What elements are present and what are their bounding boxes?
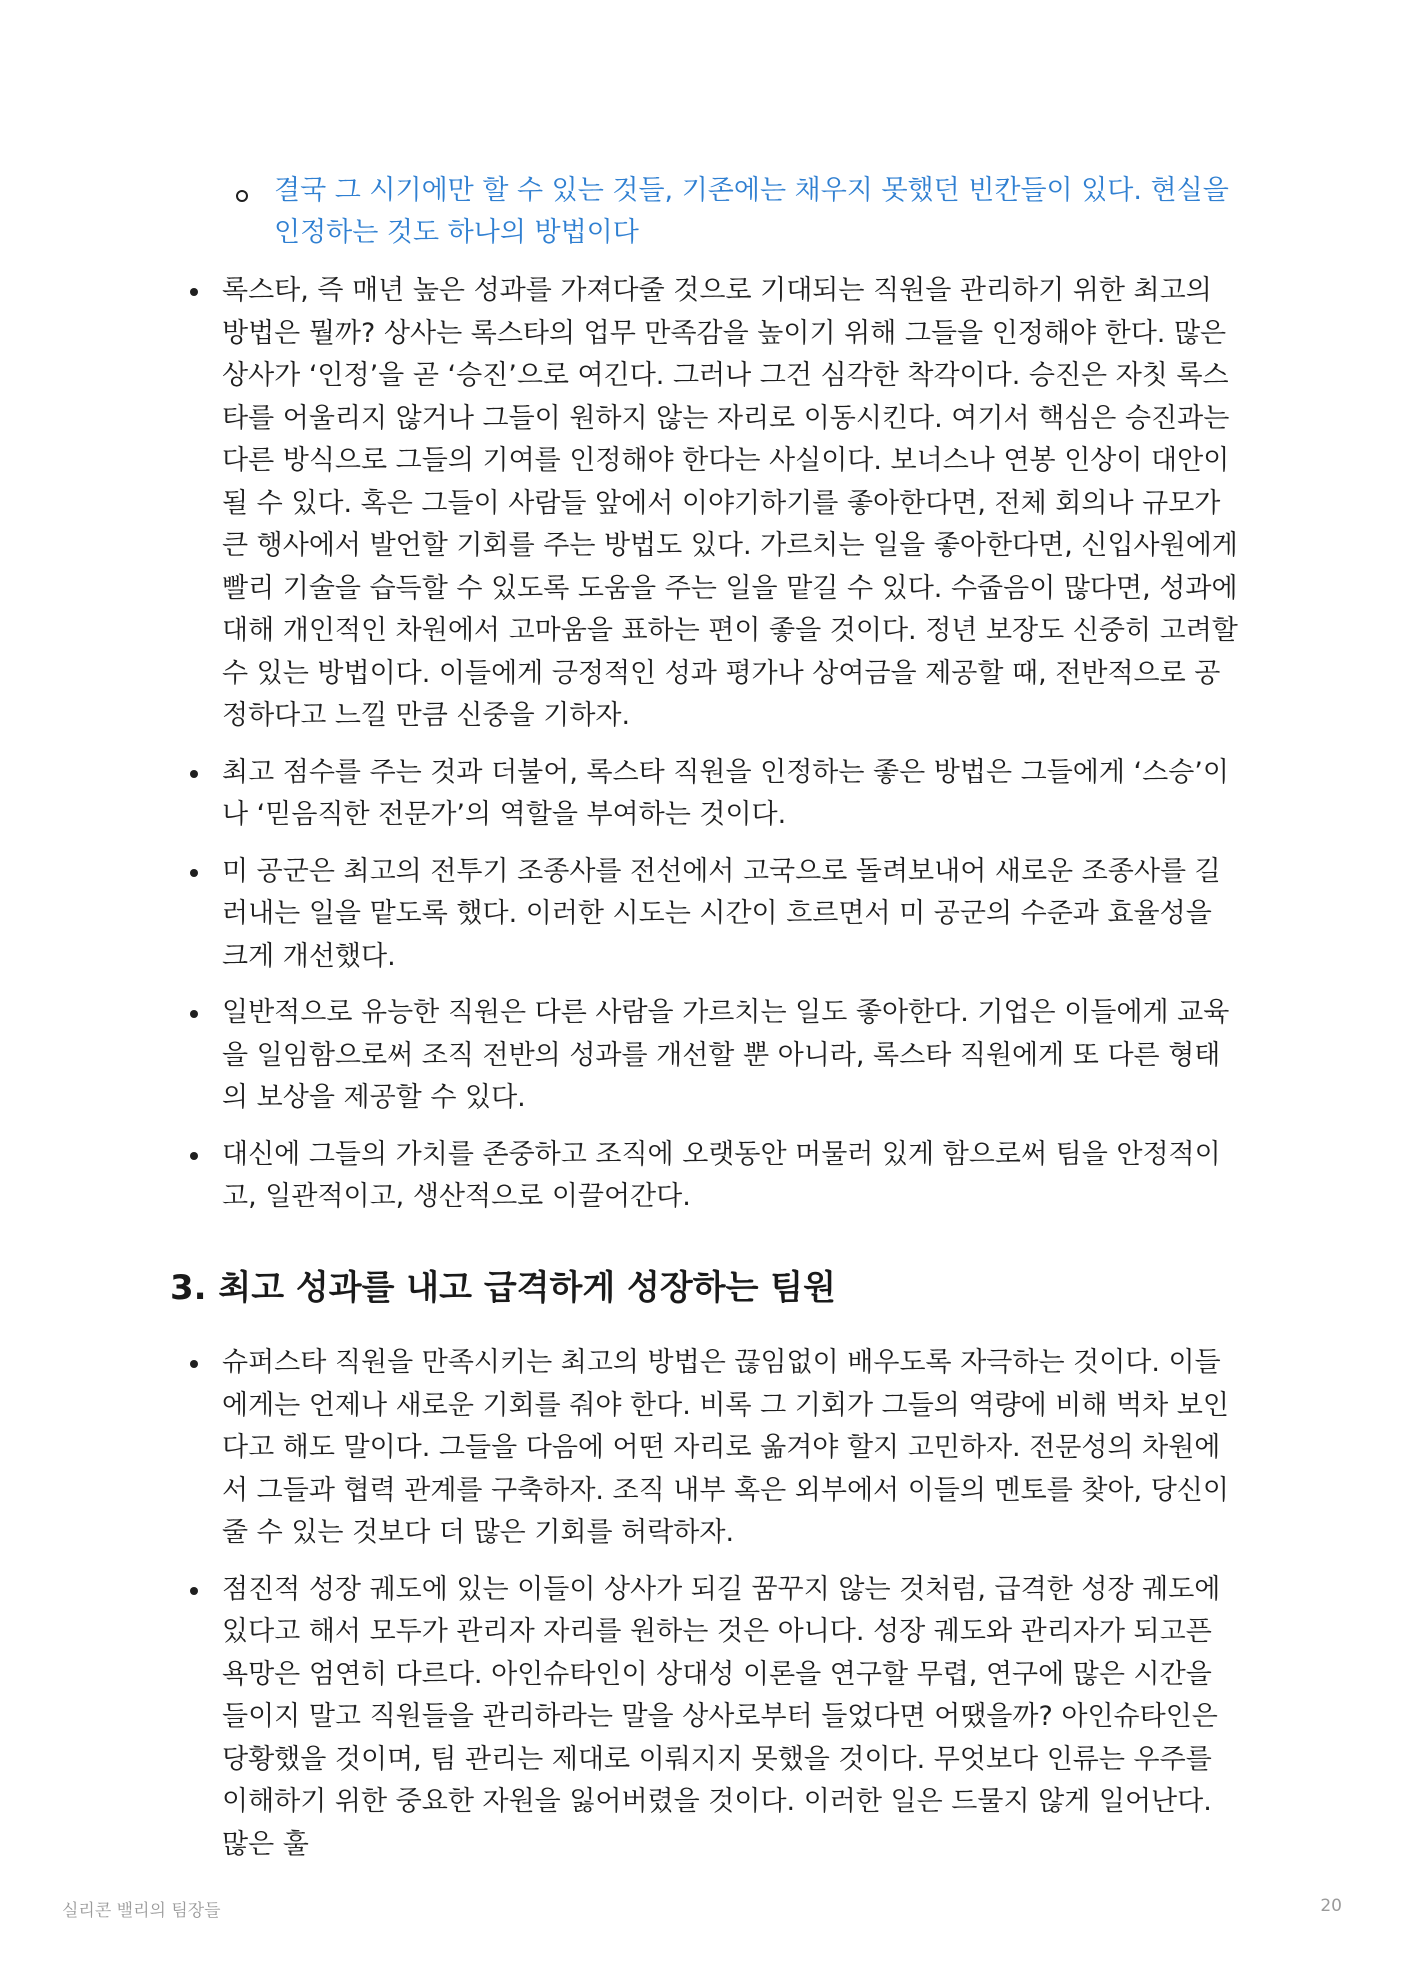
hollow-bullet-icon xyxy=(236,190,248,202)
bullet-dot-icon xyxy=(190,1152,198,1160)
list-item xyxy=(186,752,1242,837)
bullet-dot-icon xyxy=(190,1587,198,1595)
bullet-dot-icon xyxy=(190,869,198,877)
list-item-text: 점진적 성장 궤도에 있는 이들이 상사가 되길 꿈꾸지 않는 것처럼, 급격한 성장 궤도에 있다고 해서 모두가 관리자 자리를 원하는 것은 아니다. 성장 궤도와 관리자가 되고픈 욕망은 엄연히 다르다. 아인슈타인이 상대성 이론을 연구할 무렵, 연구에 많은 시간을 들이지 말고 직원들을 관리하라는 말을 상사로부터 들었다면 어땠을까? 아인슈타인은 당황했을 것이며, 팀 관리는 제대로 이뤄지지 못했을 것이다. 무엇보다 인류는 우주를 이해하기 위한 중요한 자원을 잃어버렸을 것이다. 이러한 일은 드물지 않게 일어난다. 많은 훌 xyxy=(222,1573,1221,1860)
bullet-list-rockstar xyxy=(186,270,1242,1233)
list-item xyxy=(186,1342,1242,1555)
bullet-list-superstar xyxy=(186,1342,1242,1880)
section-heading: 3. 최고 성과를 내고 급격하게 성장하는 팀원 xyxy=(170,1268,836,1308)
footer-page-number: 20 xyxy=(1320,1896,1342,1916)
list-item-text: 일반적으로 유능한 직원은 다른 사람을 가르치는 일도 좋아한다. 기업은 이들에게 교육을 일임함으로써 조직 전반의 성과를 개선할 뿐 아니라, 록스타 직원에게 또 다른 형태의 보상을 제공할 수 있다. xyxy=(222,997,1230,1113)
list-item-text: 슈퍼스타 직원을 만족시키는 최고의 방법은 끊임없이 배우도록 자극하는 것이다. 이들에게는 언제나 새로운 기회를 줘야 한다. 비록 그 기회가 그들의 역량에 비해 벅차 보인다고 해도 말이다. 그들을 다음에 어떤 자리로 옮겨야 할지 고민하자. 전문성의 차원에서 그들과 협력 관계를 구축하자. 조직 내부 혹은 외부에서 이들의 멘토를 찾아, 당신이 줄 수 있는 것보다 더 많은 기회를 허락하자. xyxy=(222,1347,1229,1548)
sub-bullet-text: 결국 그 시기에만 할 수 있는 것들, 기존에는 채우지 못했던 빈칸들이 있다. 현실을 인정하는 것도 하나의 방법이다 xyxy=(274,175,1229,248)
bullet-dot-icon xyxy=(190,288,198,296)
sub-bullet-item xyxy=(236,170,1236,254)
bullet-dot-icon xyxy=(190,1010,198,1018)
list-item-text: 최고 점수를 주는 것과 더불어, 록스타 직원을 인정하는 좋은 방법은 그들에게 ‘스승’이나 ‘믿음직한 전문가’의 역할을 부여하는 것이다. xyxy=(222,756,1229,830)
list-item xyxy=(186,1569,1242,1867)
list-item xyxy=(186,1134,1242,1219)
bullet-dot-icon xyxy=(190,770,198,778)
list-item xyxy=(186,851,1242,979)
list-item-text: 대신에 그들의 가치를 존중하고 조직에 오랫동안 머물러 있게 함으로써 팀을 안정적이고, 일관적이고, 생산적으로 이끌어간다. xyxy=(222,1138,1221,1212)
list-item-text: 록스타, 즉 매년 높은 성과를 가져다줄 것으로 기대되는 직원을 관리하기 위한 최고의 방법은 뭘까? 상사는 록스타의 업무 만족감을 높이기 위해 그들을 인정해야 한다. 많은 상사가 ‘인정’을 곧 ‘승진’으로 여긴다. 그러나 그건 심각한 착각이다. 승진은 자칫 록스타를 어울리지 않거나 그들이 원하지 않는 자리로 이동시킨다. 여기서 핵심은 승진과는 다른 방식으로 그들의 기여를 인정해야 한다는 사실이다. 보너스나 연봉 인상이 대안이 될 수 있다. 혹은 그들이 사람들 앞에서 이야기하기를 좋아한다면, 전체 회의나 규모가 큰 행사에서 발언할 기회를 주는 방법도 있다. 가르치는 일을 좋아한다면, 신입사원에게 빨리 기술을 습득할 수 있도록 도움을 주는 일을 맡길 수 있다. 수줍음이 많다면, 성과에 대해 개인적인 차원에서 고마움을 표하는 편이 좋을 것이다. 정년 보장도 신중히 고려할 수 있는 방법이다. 이들에게 긍정적인 성과 평가나 상여금을 제공할 때, 전반적으로 공정하다고 느낄 만큼 신중을 기하자. xyxy=(222,275,1238,731)
footer-book-title: 실리콘 밸리의 팀장들 xyxy=(62,1901,221,1921)
list-item xyxy=(186,270,1242,738)
list-item xyxy=(186,992,1242,1120)
bullet-dot-icon xyxy=(190,1360,198,1368)
list-item-text: 미 공군은 최고의 전투기 조종사를 전선에서 고국으로 돌려보내어 새로운 조종사를 길러내는 일을 맡도록 했다. 이러한 시도는 시간이 흐르면서 미 공군의 수준과 효율성을 크게 개선했다. xyxy=(222,855,1221,972)
